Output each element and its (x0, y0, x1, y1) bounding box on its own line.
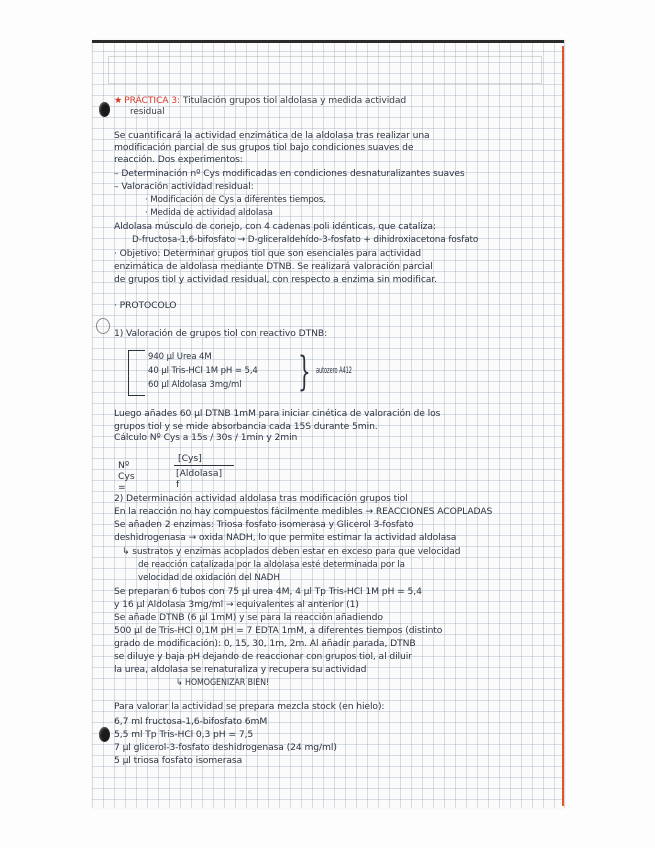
stock-item: 5,5 ml Tp Tris-HCl 0,3 pH = 7,5 (114, 729, 254, 740)
binder-hole-icon (99, 727, 110, 742)
formula-denominator: [Aldolasa] f (176, 468, 223, 490)
section-heading: · PROTOCOLO (114, 300, 177, 311)
star-icon: ★ (114, 95, 123, 106)
mix-item: 40 µl Tris-HCl 1M pH = 5,4 (148, 365, 258, 376)
step2-line: Se preparan 6 tubos con 75 µl urea 4M, 4 µl Tp Tris-HCl 1M pH = 5,4 (114, 586, 422, 597)
sub-item: · Medida de actividad aldolasa (145, 207, 273, 218)
reaction-equation: D-fructosa-1,6-bifosfato → D-gliceraldehído-3-fosfato + dihidroxiacetona fosfato (132, 234, 479, 245)
intro-line: modificación parcial de sus grupos tiol bajo condiciones suaves de (114, 142, 414, 153)
experiment-item: – Determinación nº Cys modificadas en condiciones desnaturalizantes suaves (114, 168, 465, 179)
step2-note: ↳ HOMOGENIZAR BIEN! (176, 677, 270, 688)
top-edge (92, 40, 564, 43)
step2-line: deshidrogenasa → oxida NADH, lo que permite estimar la actividad aldolasa (114, 532, 457, 543)
objective-line: enzimática de aldolasa mediante DTNB. Se realizará valoración parcial (114, 261, 433, 272)
mix-item: 60 µl Aldolasa 3mg/ml (148, 379, 242, 390)
intro-line: Aldolasa músculo de conejo, con 4 cadenas poli idénticas, que cataliza: (114, 221, 436, 232)
step2-line: Se añaden 2 enzimas: Triosa fosfato isomerasa y Glicerol 3-fosfato (114, 519, 414, 530)
objective-line: · Objetivo: Determinar grupos tiol que son esenciales para actividad (114, 248, 421, 259)
title-text: Titulación grupos tiol aldolasa y medida actividad (182, 95, 407, 106)
experiment-item: – Valoración actividad residual: (114, 181, 254, 192)
step2-line: la urea, aldolasa se renaturaliza y recupera su actividad (114, 664, 367, 675)
page-title (114, 95, 554, 106)
step2-line: Se añade DTNB (6 µl 1mM) y se para la reacción añadiendo (114, 612, 383, 623)
sub-item: · Modificación de Cys a diferentes tiempos. (145, 194, 326, 205)
step1-text: grupos tiol y se mide absorbancia cada 15S durante 5min. (114, 421, 378, 432)
step2-line: de reacción catalizada por la aldolasa esté determinada por la (138, 559, 405, 570)
binder-ring-icon (96, 318, 110, 334)
mix-item: 940 µl Urea 4M (148, 351, 212, 362)
fraction-bar (174, 465, 234, 466)
formula-lhs: Nº Cys = (118, 460, 135, 493)
stock-item: 5 µl triosa fosfato isomerasa (114, 755, 243, 766)
intro-line: reacción. Dos experimentos: (114, 154, 243, 165)
margin-line (562, 46, 564, 806)
autozero-note: autozero A412 (316, 365, 352, 376)
title-label: PRÁCTICA 3: (124, 95, 181, 106)
objective-line: de grupos tiol y actividad residual, con respecto a enzima sin modificar. (114, 274, 437, 285)
mix-bracket (128, 350, 145, 396)
binder-hole-icon (99, 102, 110, 117)
step2-line: velocidad de oxidación del NADH (138, 572, 280, 583)
stock-item: 7 µl glicerol-3-fosfato deshidrogenasa (24 mg/ml) (114, 742, 337, 753)
brace-icon: } (298, 349, 311, 395)
step2-line: se diluye y baja pH dejando de reaccionar con grupos tiol, al diluir (114, 651, 412, 662)
step1-text: Cálculo Nº Cys a 15s / 30s / 1min y 2min (114, 432, 298, 443)
step2-heading: 2) Determinación actividad aldolasa tras modificación grupos tiol (114, 493, 408, 504)
step1-heading: 1) Valoración de grupos tiol con reactivo DTNB: (114, 328, 328, 339)
step2-line: En la reacción no hay compuestos fácilmente medibles → REACCIONES ACOPLADAS (114, 506, 493, 517)
intro-line: Se cuantificará la actividad enzimática de la aldolasa tras realizar una (114, 130, 430, 141)
title-continuation: residual (130, 106, 165, 117)
step2-line: 500 µl de Tris-HCl 0,1M pH = 7 EDTA 1mM, a diferentes tiempos (distinto (114, 625, 443, 636)
step2-line: y 16 µl Aldolasa 3mg/ml → equivalentes al anterior (1) (114, 599, 359, 610)
stock-item: 6,7 ml fructosa-1,6-bifosfato 6mM (114, 716, 268, 727)
stock-heading: Para valorar la actividad se prepara mezcla stock (en hielo): (114, 701, 385, 712)
header-box (108, 56, 542, 84)
formula-numerator: [Cys] (178, 453, 202, 464)
step2-line: ↳ sustratos y enzimas acoplados deben estar en exceso para que velocidad (122, 546, 461, 557)
step1-text: Luego añades 60 µl DTNB 1mM para iniciar cinética de valoración de los (114, 408, 441, 419)
step2-line: grado de modificación): 0, 15, 30, 1m, 2m. Al añadir parada, DTNB (114, 638, 416, 649)
